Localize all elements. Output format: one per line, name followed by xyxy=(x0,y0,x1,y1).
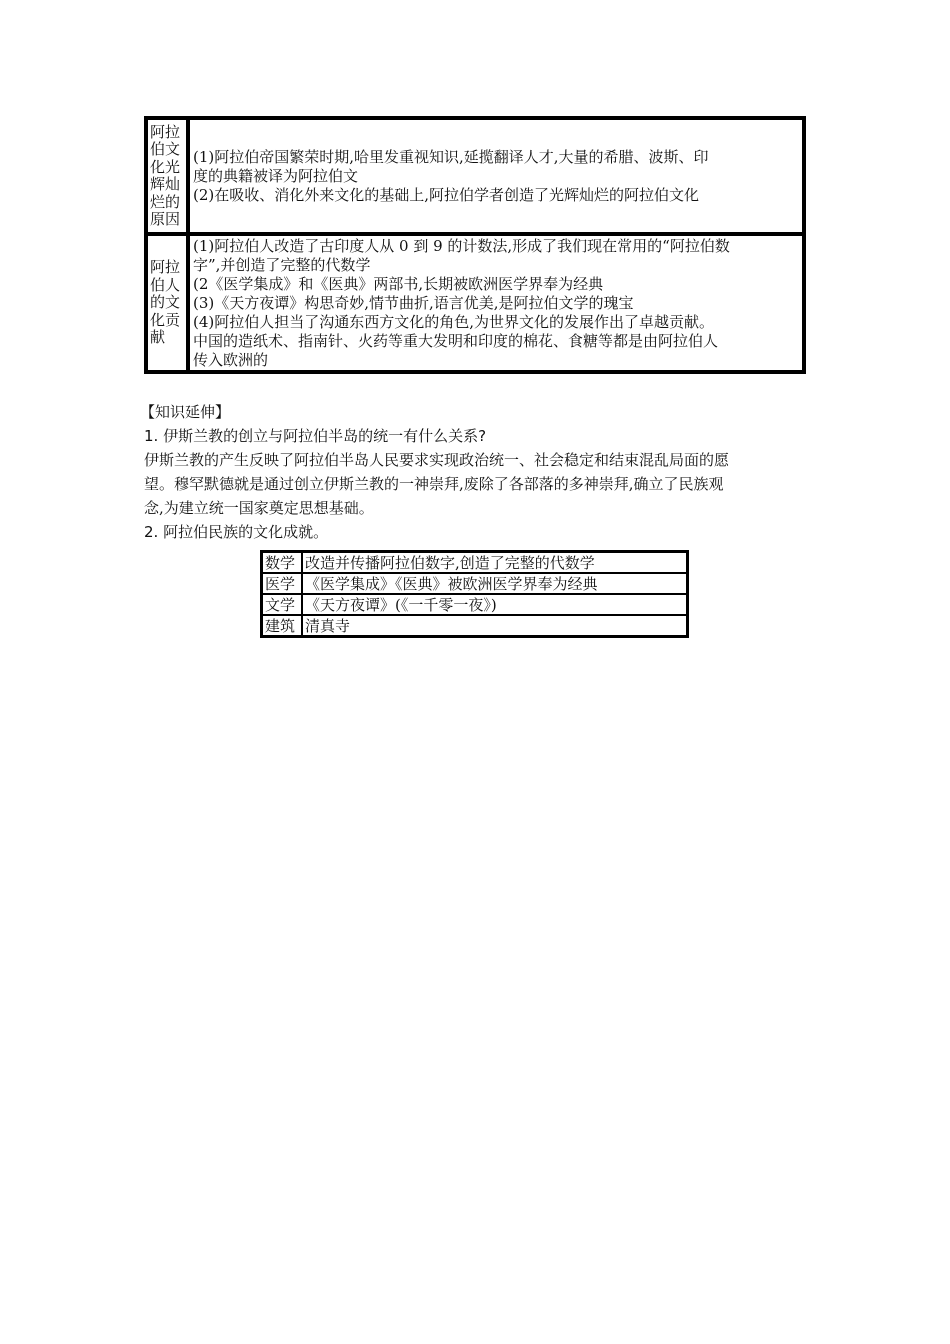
text-line: (2《医学集成》和《医典》两部书,长期被欧洲医学界奉为经典 xyxy=(193,274,604,293)
table-row xyxy=(147,233,803,371)
row-label-reasons: 阿拉 伯文 化光 辉灿 烂的 原因 xyxy=(147,119,189,233)
table-row xyxy=(147,119,803,233)
field-cell: 医学 xyxy=(262,573,303,594)
content-cell: 《天方夜谭》(《一千零一夜》) xyxy=(302,594,688,615)
table-row xyxy=(262,573,688,594)
text-line: 度的典籍被译为阿拉伯文 xyxy=(193,166,359,185)
text-line: 字”,并创造了完整的代数学 xyxy=(193,255,371,274)
achievements-table xyxy=(260,550,689,638)
answer-line: 伊斯兰教的产生反映了阿拉伯半岛人民要求实现政治统一、社会稳定和结束混乱局面的愿 xyxy=(144,451,730,469)
field-cell: 数学 xyxy=(262,552,303,574)
text-line: (1)阿拉伯帝国繁荣时期,哈里发重视知识,延揽翻译人才,大量的希腊、波斯、印 xyxy=(193,147,709,166)
knowledge-extension xyxy=(140,400,814,544)
answer-line: 望。穆罕默德就是通过创立伊斯兰教的一神崇拜,废除了各部落的多神崇拜,确立了民族观 xyxy=(144,475,724,493)
question-2: 2. 阿拉伯民族的文化成就。 xyxy=(144,523,329,541)
content-cell: 改造并传播阿拉伯数字,创造了完整的代数学 xyxy=(302,552,688,574)
content-cell: 《医学集成》《医典》被欧洲医学界奉为经典 xyxy=(302,573,688,594)
text-line: 传入欧洲的 xyxy=(193,350,269,369)
text-line: 中国的造纸术、指南针、火药等重大发明和印度的棉花、食糖等都是由阿拉伯人 xyxy=(193,331,719,350)
table-row xyxy=(262,552,688,574)
row-label-contributions: 阿拉 伯人 的文 化贡 献 xyxy=(147,233,189,371)
text-line: (2)在吸收、消化外来文化的基础上,阿拉伯学者创造了光辉灿烂的阿拉伯文化 xyxy=(193,185,700,204)
arab-culture-table xyxy=(144,116,806,374)
question-1: 1. 伊斯兰教的创立与阿拉伯半岛的统一有什么关系? xyxy=(144,427,487,445)
contributions-cell xyxy=(189,233,803,371)
reasons-cell xyxy=(189,119,803,233)
answer-line: 念,为建立统一国家奠定思想基础。 xyxy=(144,499,374,517)
text-line: (3)《天方夜谭》构思奇妙,情节曲折,语言优美,是阿拉伯文学的瑰宝 xyxy=(193,293,634,312)
text-line: (1)阿拉伯人改造了古印度人从 0 到 9 的计数法,形成了我们现在常用的“阿拉伯数 xyxy=(193,236,730,255)
table-row xyxy=(262,594,688,615)
text-line: (4)阿拉伯人担当了沟通东西方文化的角色,为世界文化的发展作出了卓越贡献。 xyxy=(193,312,715,331)
table-row xyxy=(262,615,688,637)
field-cell: 文学 xyxy=(262,594,303,615)
content-cell: 清真寺 xyxy=(302,615,688,637)
field-cell: 建筑 xyxy=(262,615,303,637)
section-heading: 【知识延伸】 xyxy=(140,403,231,421)
